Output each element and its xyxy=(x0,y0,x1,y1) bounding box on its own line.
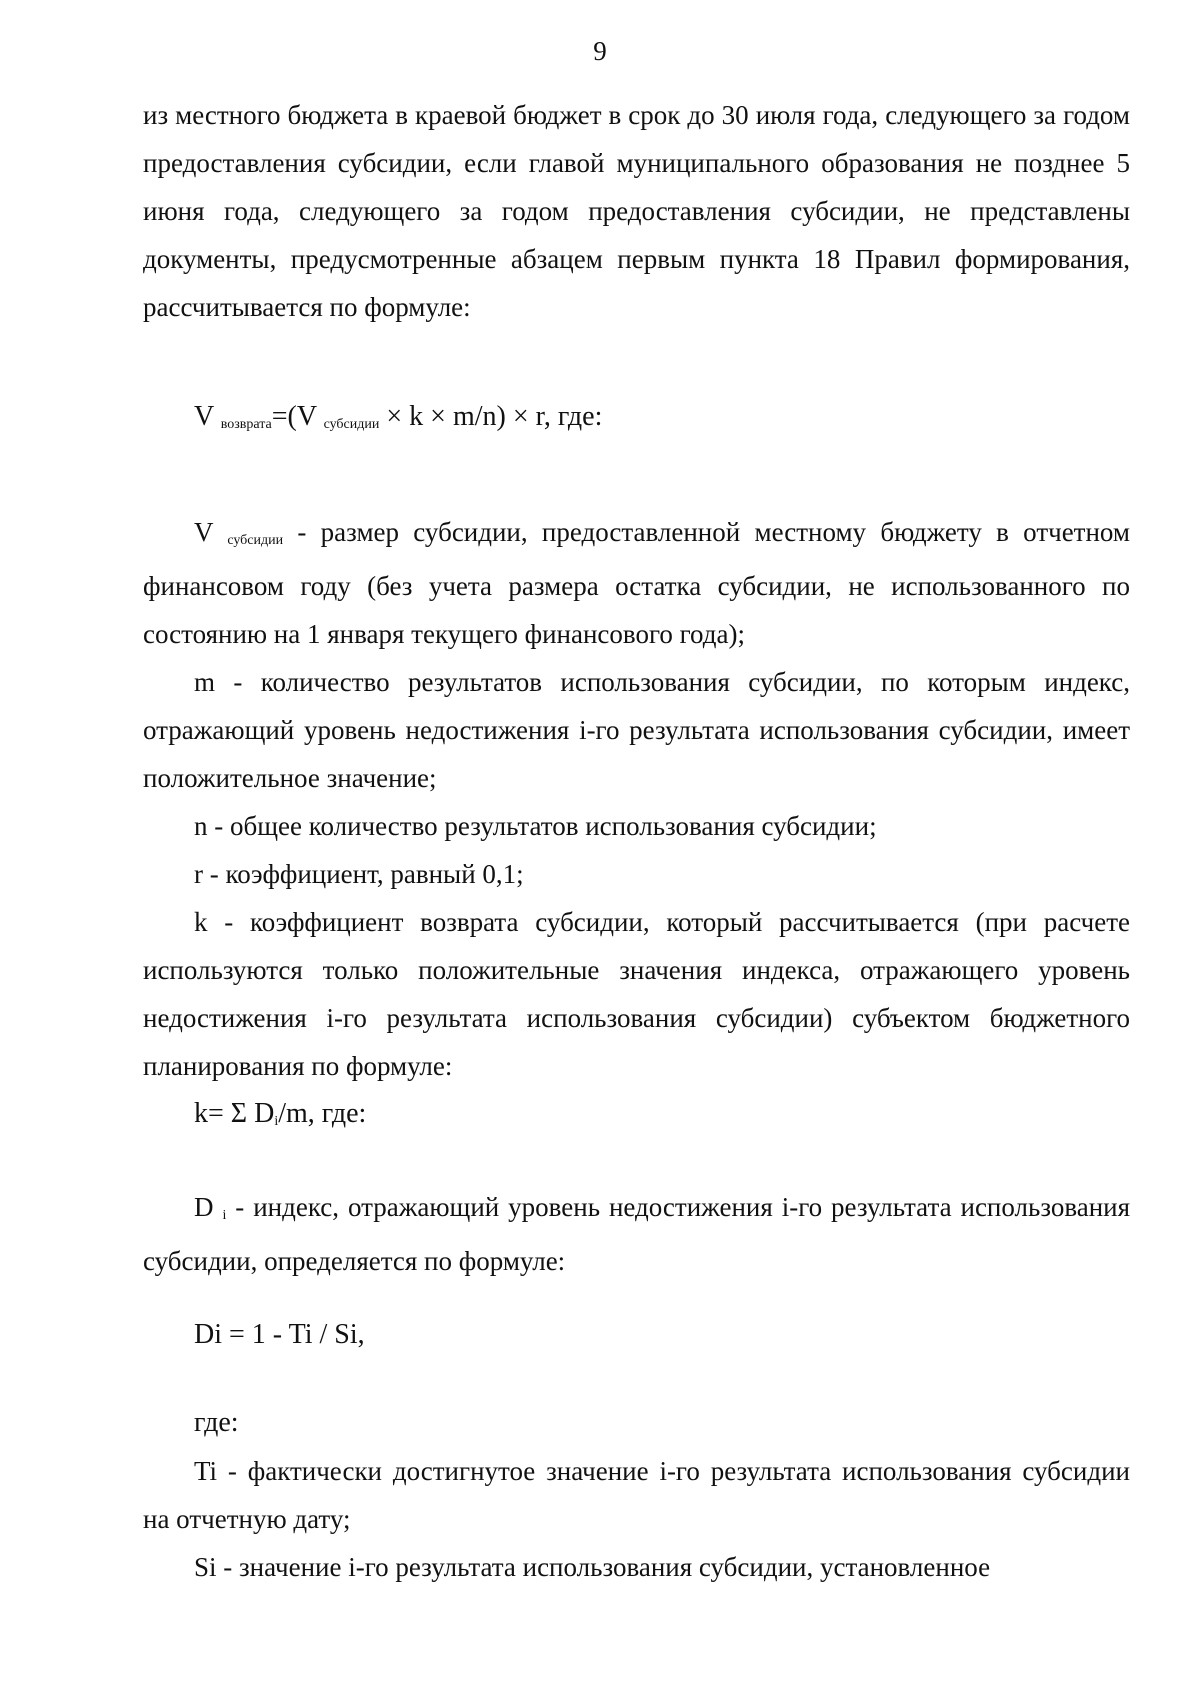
spacer xyxy=(143,1285,1130,1311)
si-definition: Si - значение i-го результата использования субсидии, установленное xyxy=(194,1552,991,1582)
m-definition: m - количество результатов использования субсидии, по которым индекс, отражающий уровень недостижения i-го результата использования субсидии, имеет положительное значение; xyxy=(143,667,1130,793)
subscript-return: возврата xyxy=(220,417,272,432)
k-formula: k= Σ Di/m, где: xyxy=(194,1098,367,1129)
document-body xyxy=(143,91,1130,1591)
spacer xyxy=(143,446,1130,508)
subscript-subsidy: субсидии xyxy=(323,417,380,432)
di-definition: D i - индекс, отражающий уровень недостижения i-го результата использования субсидии, определяется по формуле: xyxy=(143,1192,1131,1276)
subscript-i: i xyxy=(222,1208,227,1223)
intro-paragraph: из местного бюджета в краевой бюджет в срок до 30 июля года, следующего за годом предоставления субсидии, если главой муниципального образования не позднее 5 июня года, следующего за годом предоставления субсидии, не представлены документы, предусмотренные абзацем первым пункта 18 Правил формирования, рассчитывается по формуле: xyxy=(143,100,1130,322)
r-definition: r - коэффициент, равный 0,1; xyxy=(194,859,524,889)
ti-definition: Ti - фактически достигнутое значение i-го результата использования субсидии на отчетную дату; xyxy=(143,1456,1130,1534)
where-label: где: xyxy=(194,1407,239,1438)
page-number: 9 xyxy=(593,36,607,66)
spacer xyxy=(143,1359,1130,1399)
spacer xyxy=(143,331,1130,393)
return-volume-formula: V возврата=(V субсидии × k × m/n) × r, где: xyxy=(194,401,603,432)
n-definition: n - общее количество результатов использования субсидии; xyxy=(194,811,877,841)
v-subsidy-definition: V субсидии - размер субсидии, предоставленной местному бюджету в отчетном финансовом году (без учета размера остатка субсидии, не использованного по состоянию на 1 января текущего финансового года); xyxy=(143,517,1131,649)
subscript-subsidy: субсидии xyxy=(227,533,284,548)
spacer xyxy=(143,1143,1130,1183)
subscript-i: i xyxy=(274,1114,279,1129)
di-formula: Di = 1 - Ti / Si, xyxy=(194,1319,365,1350)
k-definition: k - коэффициент возврата субсидии, который рассчитывается (при расчете используются только положительные значения индекса, отражающего уровень недостижения i-го результата использования субсидии) субъектом бюджетного планирования по формуле: xyxy=(143,907,1130,1081)
